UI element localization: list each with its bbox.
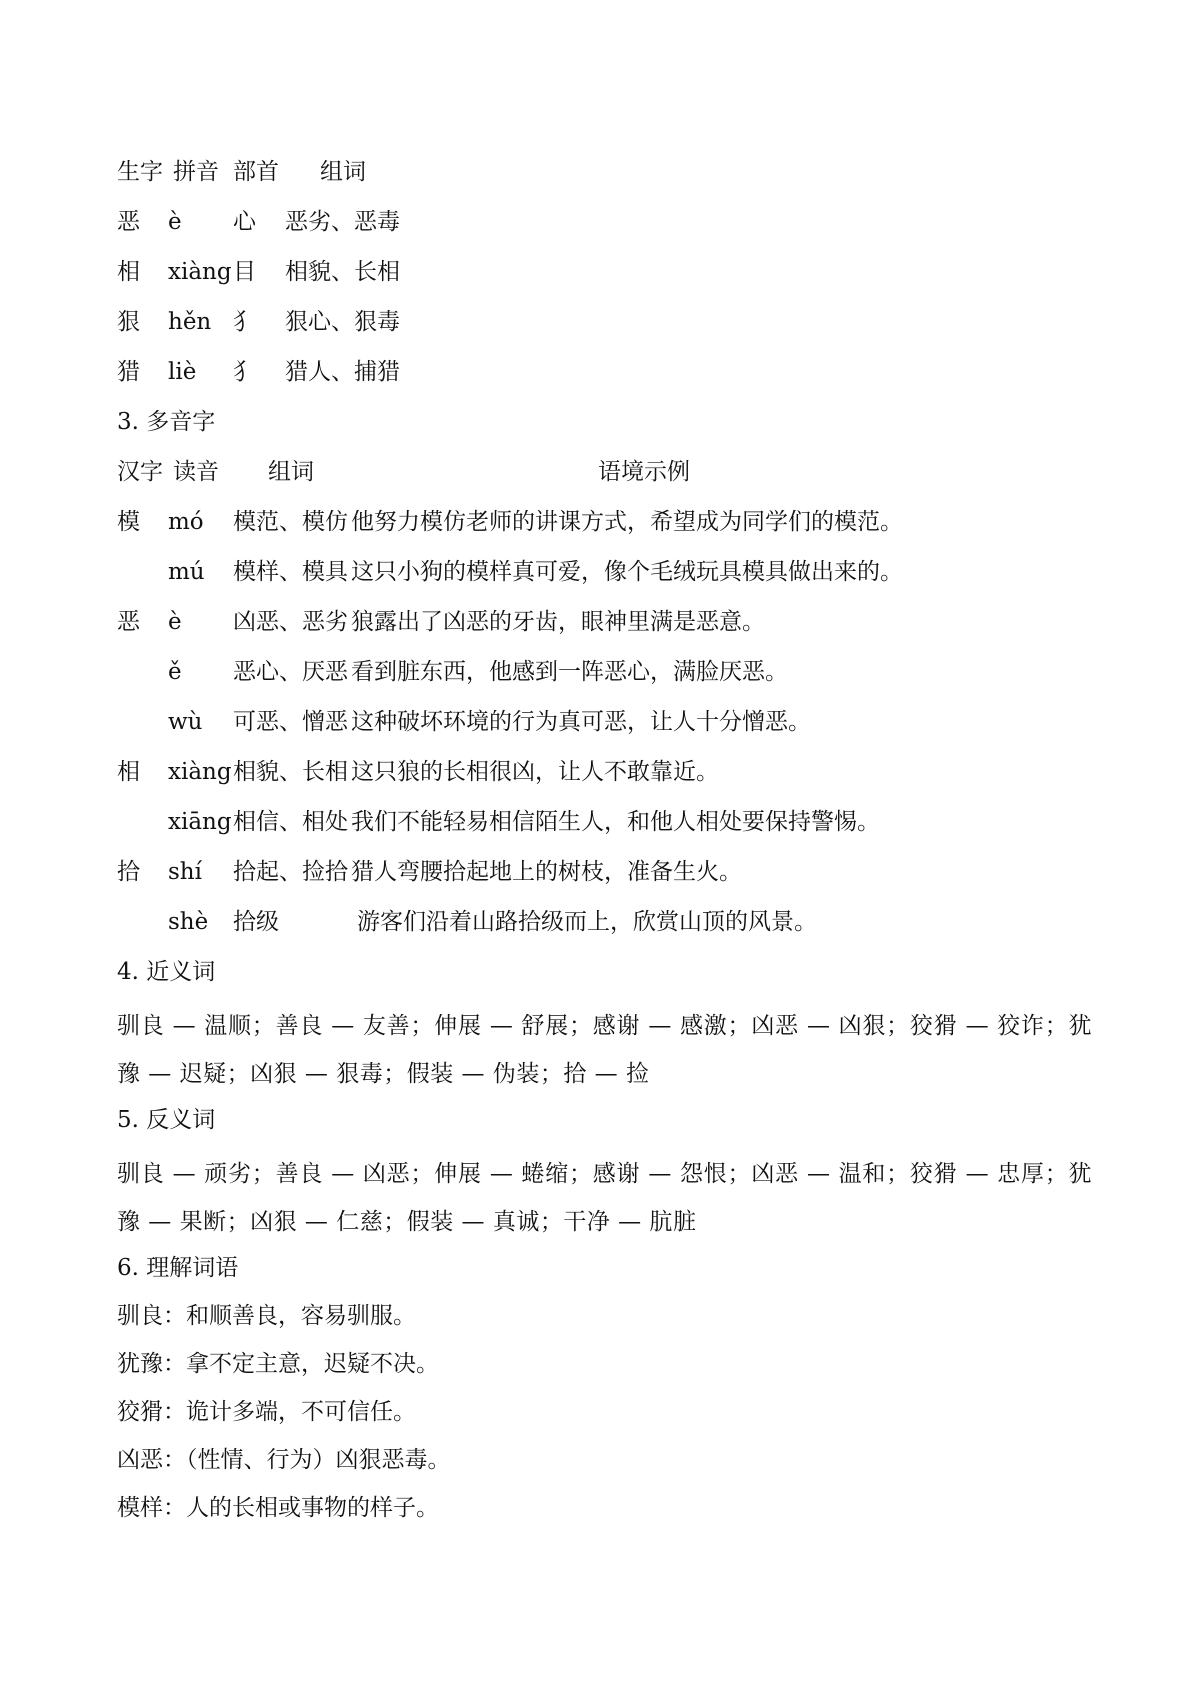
row-pinyin: xiàng bbox=[168, 259, 232, 285]
row-char: 猎 bbox=[117, 359, 140, 385]
row-char: 相 bbox=[117, 759, 140, 785]
row-example: 游客们沿着山路拾级而上，欣赏山顶的风景。 bbox=[357, 909, 817, 935]
row-pinyin: shí bbox=[168, 859, 202, 885]
row-pinyin: xiàng bbox=[168, 759, 232, 785]
header-char: 生字 bbox=[117, 159, 163, 185]
row-words: 模范、模仿 bbox=[233, 509, 348, 535]
row-pinyin: wù bbox=[168, 709, 203, 735]
header-radical: 部首 bbox=[233, 159, 279, 185]
row-radical: 心 bbox=[233, 209, 256, 235]
row-pinyin: shè bbox=[168, 909, 209, 935]
definition-text: 狡猾：诡计多端，不可信任。 bbox=[117, 1399, 416, 1425]
row-words: 凶恶、恶劣 bbox=[233, 609, 348, 635]
definition-text: 模样：人的长相或事物的样子。 bbox=[117, 1495, 439, 1521]
definition-text: 凶恶：（性情、行为）凶狠恶毒。 bbox=[117, 1447, 451, 1473]
header-example: 语境示例 bbox=[598, 459, 690, 485]
row-example: 他努力模仿老师的讲课方式，希望成为同学们的模范。 bbox=[351, 509, 903, 535]
section6-title: 6. 理解词语 bbox=[117, 1255, 239, 1281]
row-pinyin: xiāng bbox=[168, 809, 232, 835]
row-pinyin: ě bbox=[168, 659, 182, 685]
row-example: 狼露出了凶恶的牙齿，眼神里满是恶意。 bbox=[351, 609, 765, 635]
row-words: 模样、模具 bbox=[233, 559, 348, 585]
antonyms-paragraph: 驯良 — 顽劣；善良 — 凶恶；伸展 — 蜷缩；感谢 — 怨恨；凶恶 — 温和；狡猾 — 忠厚；犹豫 — 果断；凶狠 — 仁慈；假装 — 真诚；干净 — 肮脏 bbox=[117, 1161, 1092, 1235]
row-char: 恶 bbox=[117, 209, 140, 235]
row-example: 看到脏东西，他感到一阵恶心，满脸厌恶。 bbox=[351, 659, 788, 685]
row-char: 狠 bbox=[117, 309, 140, 335]
section4-title: 4. 近义词 bbox=[117, 959, 216, 985]
row-words: 恶劣、恶毒 bbox=[285, 209, 400, 235]
row-example: 猎人弯腰拾起地上的树枝，准备生火。 bbox=[351, 859, 742, 885]
row-example: 这种破坏环境的行为真可恶，让人十分憎恶。 bbox=[351, 709, 811, 735]
definition-text: 驯良：和顺善良，容易驯服。 bbox=[117, 1303, 416, 1329]
header-pinyin: 拼音 bbox=[173, 159, 219, 185]
row-words: 可恶、憎恶 bbox=[233, 709, 348, 735]
row-words: 相貌、长相 bbox=[233, 759, 348, 785]
row-words: 猎人、捕猎 bbox=[285, 359, 400, 385]
row-words: 拾级 bbox=[233, 909, 279, 935]
row-char: 恶 bbox=[117, 609, 140, 635]
row-words: 拾起、捡拾 bbox=[233, 859, 348, 885]
section5-title: 5. 反义词 bbox=[117, 1107, 216, 1133]
section3-title: 3. 多音字 bbox=[117, 409, 216, 435]
row-char: 拾 bbox=[117, 859, 140, 885]
row-example: 这只狼的长相很凶，让人不敢靠近。 bbox=[351, 759, 719, 785]
row-char: 相 bbox=[117, 259, 140, 285]
row-pinyin: mú bbox=[168, 559, 205, 585]
header-char: 汉字 bbox=[117, 459, 163, 485]
row-words: 相信、相处 bbox=[233, 809, 348, 835]
definition-text: 犹豫：拿不定主意，迟疑不决。 bbox=[117, 1351, 439, 1377]
header-pinyin: 读音 bbox=[173, 459, 219, 485]
row-pinyin: è bbox=[168, 609, 182, 635]
row-pinyin: è bbox=[168, 209, 182, 235]
row-pinyin: mó bbox=[168, 509, 204, 535]
row-radical: 犭 bbox=[233, 359, 256, 385]
row-example: 这只小狗的模样真可爱，像个毛绒玩具模具做出来的。 bbox=[351, 559, 903, 585]
header-words: 组词 bbox=[268, 459, 314, 485]
row-char: 模 bbox=[117, 509, 140, 535]
synonyms-paragraph: 驯良 — 温顺；善良 — 友善；伸展 — 舒展；感谢 — 感激；凶恶 — 凶狠；狡猾 — 狡诈；犹豫 — 迟疑；凶狠 — 狠毒；假装 — 伪装；拾 — 捡 bbox=[117, 1013, 1092, 1087]
row-radical: 犭 bbox=[233, 309, 256, 335]
row-radical: 目 bbox=[233, 259, 256, 285]
row-words: 相貌、长相 bbox=[285, 259, 400, 285]
row-pinyin: liè bbox=[168, 359, 197, 385]
row-words: 恶心、厌恶 bbox=[233, 659, 348, 685]
row-example: 我们不能轻易相信陌生人，和他人相处要保持警惕。 bbox=[351, 809, 880, 835]
header-words: 组词 bbox=[320, 159, 366, 185]
row-pinyin: hěn bbox=[168, 309, 212, 335]
row-words: 狠心、狠毒 bbox=[285, 309, 400, 335]
